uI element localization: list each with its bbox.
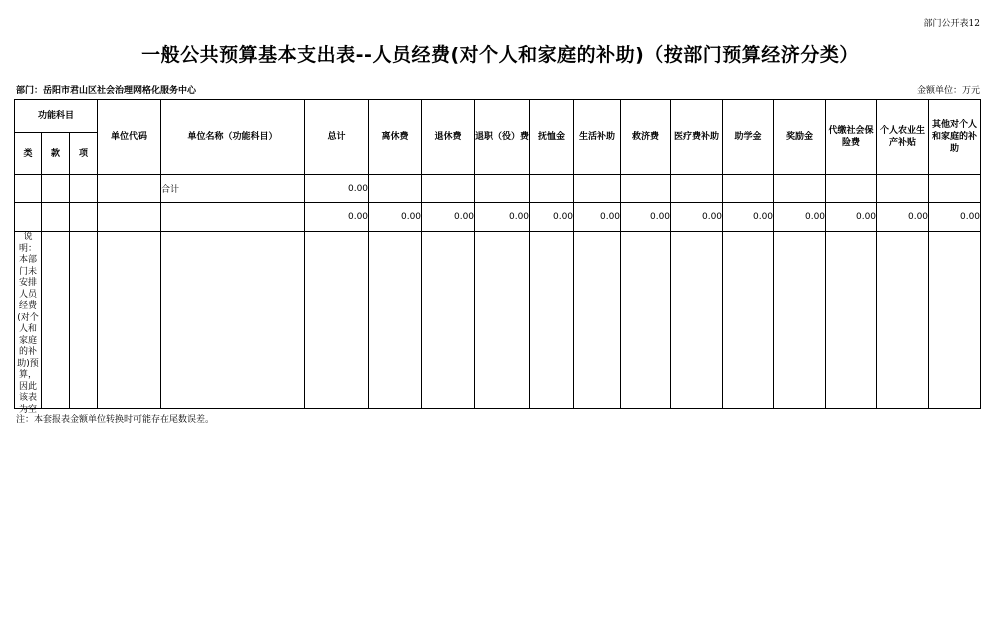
data-cell: 0.00: [929, 203, 981, 232]
header-lei: 类: [15, 133, 42, 175]
cell: [70, 232, 98, 409]
header-agri-subsidy: 个人农业生产补贴: [877, 100, 929, 175]
cell: [774, 175, 826, 203]
data-cell: 0.00: [774, 203, 826, 232]
cell: [422, 232, 475, 409]
form-tag: 部门公开表12: [923, 19, 980, 29]
cell: [98, 203, 161, 232]
data-cell: 0.00: [671, 203, 723, 232]
cell: [826, 175, 877, 203]
cell: [671, 232, 723, 409]
cell: [877, 232, 929, 409]
header-resignation: 退职（役）费: [475, 100, 530, 175]
cell: [15, 175, 42, 203]
department-label: 部门：岳阳市君山区社会治理网格化服务中心: [16, 86, 197, 96]
cell: [42, 232, 70, 409]
cell: [774, 232, 826, 409]
data-cell: 0.00: [621, 203, 671, 232]
data-cell: 0.00: [422, 203, 475, 232]
total-row: [15, 175, 981, 203]
amount-unit-label: 金额单位：万元: [916, 86, 980, 96]
note-row: [15, 232, 981, 409]
data-cell: 0.00: [369, 203, 422, 232]
cell: [161, 232, 305, 409]
cell: [70, 175, 98, 203]
header-relief: 救济费: [621, 100, 671, 175]
data-cell: 0.00: [530, 203, 574, 232]
cell: [877, 175, 929, 203]
cell: [98, 175, 161, 203]
cell: [305, 232, 369, 409]
header-total: 总计: [305, 100, 369, 175]
footnote: 注：本套报表金额单位转换时可能存在尾数误差。: [16, 415, 215, 425]
header-scholarship: 助学金: [723, 100, 774, 175]
header-retirement-leave: 离休费: [369, 100, 422, 175]
header-row-1: [15, 100, 981, 133]
data-cell: 0.00: [574, 203, 621, 232]
header-func-subject: 功能科目: [15, 100, 98, 133]
cell: [723, 175, 774, 203]
cell: [369, 175, 422, 203]
header-xiang: 项: [70, 133, 98, 175]
header-other-subsidy: 其他对个人和家庭的补助: [929, 100, 981, 175]
header-reward: 奖励金: [774, 100, 826, 175]
total-row-total: 0.00: [305, 175, 369, 203]
cell: [530, 175, 574, 203]
header-medical-subsidy: 医疗费补助: [671, 100, 723, 175]
cell: [929, 175, 981, 203]
header-kuan: 款: [42, 133, 70, 175]
cell: [671, 175, 723, 203]
cell: [15, 203, 42, 232]
data-cell-total: 0.00: [305, 203, 369, 232]
cell: [723, 232, 774, 409]
cell: [826, 232, 877, 409]
cell: [42, 203, 70, 232]
data-cell: 0.00: [877, 203, 929, 232]
cell: [574, 232, 621, 409]
note-text: [15, 232, 42, 415]
cell: [530, 232, 574, 409]
cell: [621, 175, 671, 203]
cell: [161, 203, 305, 232]
cell: [98, 232, 161, 409]
cell: [422, 175, 475, 203]
cell: [929, 232, 981, 409]
data-cell: 0.00: [475, 203, 530, 232]
header-retirement: 退休费: [422, 100, 475, 175]
cell: [621, 232, 671, 409]
cell: [369, 232, 422, 409]
budget-table: [14, 99, 981, 415]
cell: [42, 175, 70, 203]
data-cell: 0.00: [723, 203, 774, 232]
header-unit-name: 单位名称（功能科目）: [161, 100, 305, 175]
note-text-inner: 说明：本部门未安排人员经费(对个人和家庭的补助)预算，因此该表为空: [17, 232, 39, 415]
header-pension: 抚恤金: [530, 100, 574, 175]
header-unit-code: 单位代码: [98, 100, 161, 175]
cell: [574, 175, 621, 203]
cell: [475, 232, 530, 409]
cell: [475, 175, 530, 203]
header-social-insurance: 代缴社会保险费: [826, 100, 877, 175]
header-living-allowance: 生活补助: [574, 100, 621, 175]
total-row-name: 合计: [161, 175, 305, 203]
cell: [70, 203, 98, 232]
data-row: [15, 203, 981, 232]
page-title: 一般公共预算基本支出表--人员经费(对个人和家庭的补助)（按部门预算经济分类）: [141, 44, 859, 66]
data-cell: 0.00: [826, 203, 877, 232]
